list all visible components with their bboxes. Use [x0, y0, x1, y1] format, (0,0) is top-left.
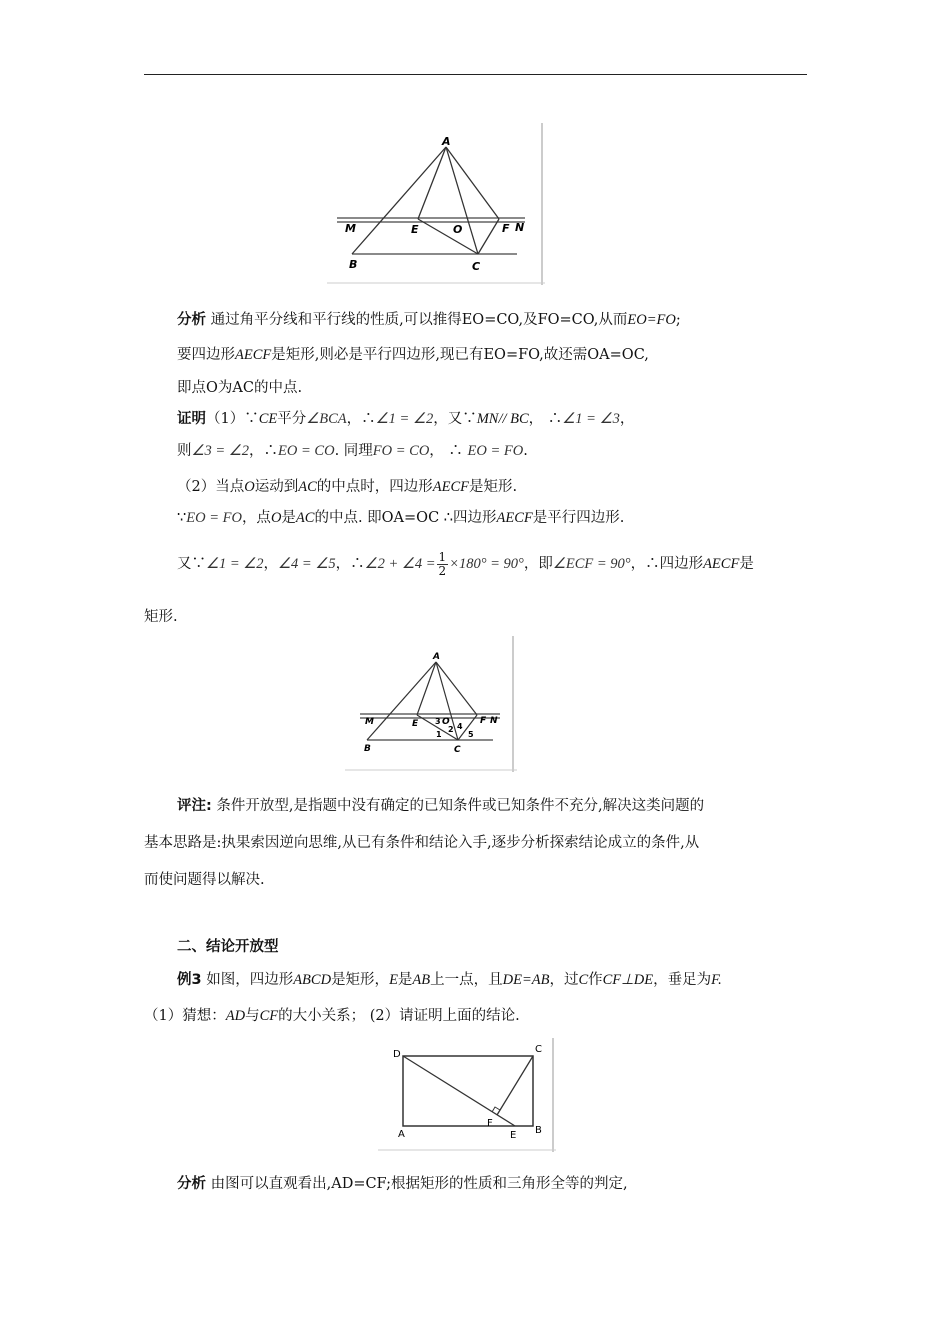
proof-l5-f: 是	[739, 556, 754, 572]
fig1-label-m: M	[345, 222, 356, 235]
example3-cc: C	[578, 972, 589, 988]
example3-deab: DE=AB	[502, 972, 550, 988]
fig1-label-f: F	[502, 222, 510, 235]
proof-line2	[177, 441, 528, 461]
example3-q2: 与	[245, 1008, 260, 1024]
analysis1-line2-c: 是矩形,则必是平行四边形,现已有EO=FO,故还需OA=OC,	[271, 347, 649, 363]
proof-l2-m3: FO = CO	[372, 443, 430, 459]
fig3-label-c: C	[535, 1044, 542, 1055]
proof-l4-aecf: AECF	[496, 510, 533, 526]
example3-abcd: ABCD	[293, 972, 332, 988]
example3-h: ，垂足为	[653, 972, 712, 988]
proof-l1-f: ，	[619, 411, 635, 427]
example3-ab: AB	[412, 972, 431, 988]
example3-e: E	[389, 972, 398, 988]
proof-l1-m4: ∠1 = ∠3	[562, 411, 620, 427]
proof-l1-b: 平分	[277, 411, 307, 427]
proof-l2-m4: EO = FO	[467, 443, 524, 459]
proof-l4-a: ∵	[177, 510, 187, 526]
example3-b: 是矩形，	[331, 972, 390, 988]
section-title: 二、结论开放型	[177, 939, 279, 955]
fig3-label-e: E	[510, 1130, 517, 1141]
proof-l1-m1: ∠BCA	[306, 411, 347, 427]
header-rule	[144, 74, 807, 75]
analysis1-text-a: 通过角平分线和平行线的性质,可以推得EO=CO,及FO=CO,从而	[210, 312, 628, 328]
proof-label: 证明	[177, 411, 206, 427]
analysis1-line1	[177, 310, 681, 330]
analysis1-text-c: ;	[675, 312, 681, 328]
proof-l5-aecf: AECF	[703, 556, 740, 572]
fig2-angle-2: 2	[448, 725, 454, 734]
example3-line2	[144, 1006, 520, 1026]
example3-f: ，过	[549, 972, 579, 988]
fig2-label-o: O	[442, 717, 450, 727]
proof-l3-aecf: AECF	[432, 479, 469, 495]
fig1-label-o: O	[453, 223, 463, 236]
analysis1-label: 分析	[177, 312, 206, 328]
proof-line4	[177, 508, 624, 528]
example3-g: 作	[588, 972, 603, 988]
example3-cf: CF	[259, 1008, 279, 1024]
fig2-label-f: F	[480, 716, 487, 726]
fig3-label-a: A	[398, 1129, 405, 1140]
fig2-label-b: B	[364, 744, 371, 754]
fig2-angle-1: 1	[436, 730, 442, 739]
fig1-label-a: A	[442, 135, 451, 148]
proof-line3	[177, 477, 517, 497]
analysis1-line2-a: 要四边形	[177, 347, 235, 363]
proof-l3-b: 运动到	[254, 479, 299, 495]
example3-ff: F.	[711, 972, 722, 988]
fig3-label-f: F	[487, 1118, 493, 1129]
proof-l1-m3: MN// BC	[476, 411, 529, 427]
proof-l4-c: 是	[281, 510, 296, 526]
proof-l1-c: ，∴	[346, 411, 376, 427]
example3-c: 是	[397, 972, 413, 988]
proof-l5-m5: ∠ECF = 90°	[552, 556, 631, 572]
proof-line1	[177, 409, 634, 429]
proof-l2-m2: EO = CO	[278, 443, 335, 459]
proof-l5-m4: ×180° = 90°	[449, 556, 524, 572]
comment-label: 评注	[177, 798, 206, 814]
proof-l2-e: .	[523, 443, 528, 459]
figure-1-triangle-diagram	[327, 123, 545, 285]
fig2-label-n: N	[490, 716, 498, 726]
proof-l5-d: ，即	[523, 556, 553, 572]
fig2-label-c: C	[454, 745, 461, 755]
proof-l2-m1: ∠3 = ∠2	[191, 443, 250, 459]
proof-l2-b: ，∴	[249, 443, 279, 459]
proof-l5-a: 又∵	[177, 556, 206, 572]
proof-l1-d: ，又∵	[433, 411, 477, 427]
example3-d: 上一点，且	[430, 972, 503, 988]
proof-l3-o: O	[244, 479, 255, 495]
proof-l1-e: ， ∴	[528, 411, 563, 427]
fraction-numerator: 1	[438, 549, 447, 564]
proof-line5	[177, 550, 754, 578]
proof-l1-m2: ∠1 = ∠2	[375, 411, 434, 427]
example3-line1	[177, 970, 722, 990]
fig2-label-e: E	[412, 719, 419, 729]
fig2-angle-3: 3	[435, 717, 441, 726]
fig2-label-a: A	[433, 652, 440, 662]
proof-l5-m3: ∠2 + ∠4 =	[364, 556, 436, 572]
proof-l4-b: ，点	[241, 510, 271, 526]
comment-text-1: 条件开放型,是指题中没有确定的已知条件或已知条件不充分,解决这类问题的	[216, 798, 705, 814]
proof-l1-a: （1）∵	[206, 411, 259, 427]
fig1-label-n: N	[515, 221, 525, 234]
comment-line3: 而使问题得以解决.	[144, 872, 265, 888]
comment-line2: 基本思路是:执果索因逆向思维,从已有条件和结论入手,逐步分析探索结论成立的条件,从	[144, 835, 700, 851]
proof-l5-c: ，∴	[335, 556, 365, 572]
proof-l4-e: 是平行四边形.	[532, 510, 625, 526]
figure-2-triangle-diagram	[345, 636, 517, 772]
analysis2-text: 由图可以直观看出,AD=CF;根据矩形的性质和三角形全等的判定,	[210, 1176, 628, 1192]
proof-l3-ac: AC	[298, 479, 317, 495]
proof-l4-m1: EO = FO	[186, 510, 242, 526]
proof-l4-o: O	[270, 510, 282, 526]
proof-l5-b: ，	[263, 556, 279, 572]
proof-l4-ac: AC	[295, 510, 315, 526]
fig3-label-d: D	[393, 1049, 401, 1060]
fig1-label-b: B	[349, 258, 358, 271]
example3-ad: AD	[225, 1008, 246, 1024]
proof-l5-m2: ∠4 = ∠5	[278, 556, 336, 572]
figure-3-rectangle-diagram	[378, 1038, 556, 1152]
proof-l5-e: ，∴四边形	[630, 556, 704, 572]
analysis1-line2	[177, 345, 649, 365]
proof-l3-d: 是矩形.	[469, 479, 518, 495]
fig1-label-c: C	[472, 260, 481, 273]
analysis2-line	[177, 1174, 628, 1194]
proof-l3-c: 的中点时，四边形	[316, 479, 433, 495]
fig2-angle-4: 4	[457, 722, 463, 731]
analysis2-label: 分析	[177, 1176, 206, 1192]
fig3-label-b: B	[535, 1125, 542, 1136]
proof-l2-a: 则	[177, 443, 192, 459]
comment-line1	[177, 796, 704, 816]
example3-num: 3	[191, 972, 202, 988]
proof-l2-c: . 同理	[334, 443, 373, 459]
fig2-angle-5: 5	[468, 730, 474, 739]
analysis1-line3: 即点O为AC的中点.	[177, 380, 303, 396]
example3-q1: （1）猜想：	[144, 1008, 226, 1024]
proof-l5-m1: ∠1 = ∠2	[206, 556, 264, 572]
example3-q3: 的大小关系； (2）请证明上面的结论.	[278, 1008, 520, 1024]
fraction-denominator: 2	[438, 563, 447, 578]
proof-l4-d: 的中点. 即OA=OC ∴四边形	[314, 510, 497, 526]
example3-label: 例	[177, 972, 192, 988]
fig1-label-e: E	[411, 223, 419, 236]
example3-a: 如图，四边形	[201, 972, 294, 988]
one-half-fraction	[437, 551, 449, 578]
analysis1-line2-aecf: AECF	[235, 347, 272, 363]
example3-cfde: CF⊥DE	[602, 972, 654, 988]
proof-line6: 矩形.	[144, 609, 178, 625]
fig2-label-m: M	[365, 717, 374, 727]
comment-colon: :	[206, 798, 212, 814]
proof-l3-a: （2）当点	[177, 479, 245, 495]
proof-l2-d: ， ∴	[429, 443, 468, 459]
proof-l1-ce: CE	[258, 411, 278, 427]
analysis1-eo-fo: EO=FO	[627, 312, 676, 328]
